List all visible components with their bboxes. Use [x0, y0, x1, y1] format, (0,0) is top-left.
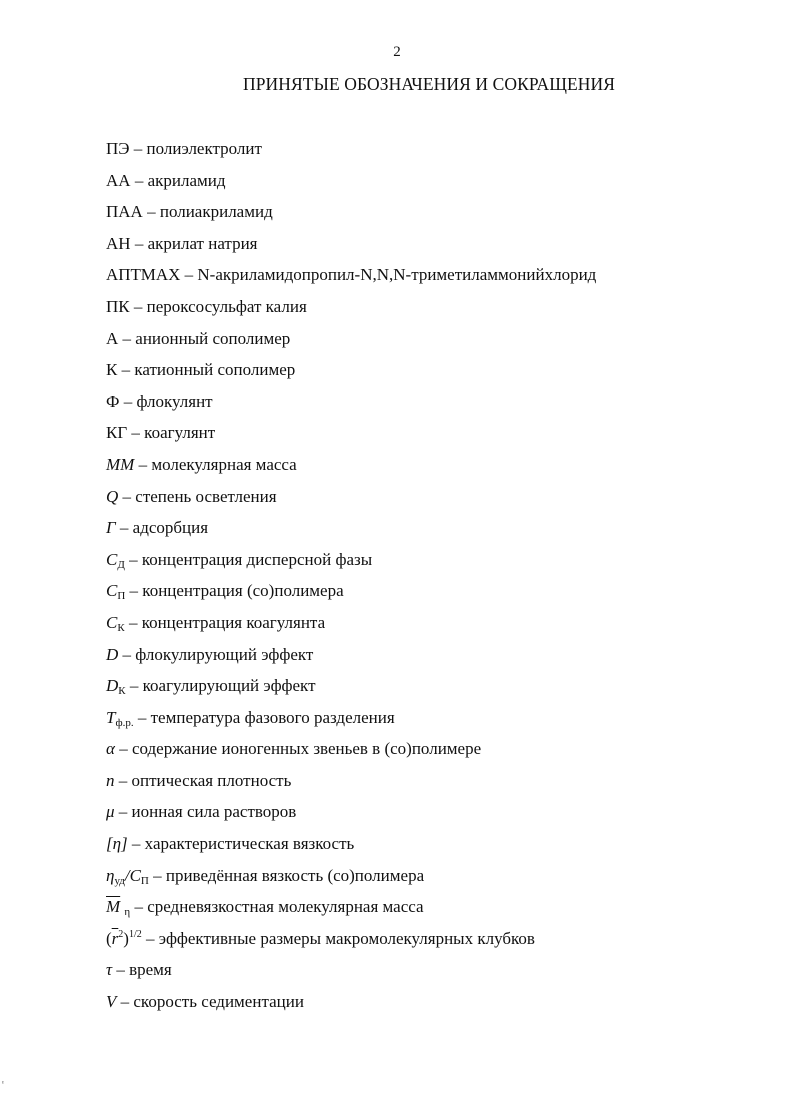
abbr-term [106, 866, 149, 885]
term-subscript: η [124, 906, 131, 919]
abbr-definition: – полиэлектролит [129, 139, 262, 158]
abbr-term: ММ [106, 454, 135, 474]
list-item [106, 138, 596, 170]
abbr-term: ПАА [106, 202, 143, 222]
abbr-definition: – характеристическая вязкость [127, 834, 355, 854]
term-superscript-inner: 2 [118, 928, 124, 940]
abbr-definition: – концентрация дисперсной фазы [124, 549, 373, 569]
list-item [106, 959, 596, 991]
term-subscript: Д [117, 558, 125, 571]
abbr-term [106, 929, 142, 948]
abbreviation-list [106, 138, 596, 1023]
list-item [106, 580, 596, 612]
list-item [106, 738, 596, 770]
abbr-term: D [106, 644, 119, 664]
term-superscript: 1/2 [128, 928, 142, 940]
abbr-term: Ф [106, 391, 120, 411]
list-item [106, 707, 596, 739]
list-item [106, 422, 596, 454]
term-symbol: С [106, 612, 118, 632]
abbr-term [106, 581, 126, 603]
list-item [106, 517, 596, 549]
term-symbol: $\overline{M}$ [106, 897, 121, 917]
abbr-term [106, 708, 134, 727]
list-item [106, 991, 596, 1023]
abbr-term: τ [106, 960, 113, 980]
list-item [106, 296, 596, 328]
abbr-term [106, 897, 131, 919]
list-item [106, 549, 596, 581]
term-subscript: К [118, 685, 126, 698]
abbr-definition: – коагулирующий эффект [125, 676, 316, 696]
term-symbol: η [106, 865, 115, 885]
list-item [106, 391, 596, 423]
abbr-term: n [106, 770, 115, 790]
abbr-term: А [106, 328, 119, 348]
abbr-definition: – коагулянт [127, 423, 216, 443]
page-title: ПРИНЯТЫЕ ОБОЗНАЧЕНИЯ И СОКРАЩЕНИЯ [242, 74, 616, 94]
abbr-definition: – оптическая плотность [114, 770, 292, 790]
abbr-definition: – анионный сополимер [118, 328, 291, 348]
abbr-definition: – акриламид [130, 170, 226, 190]
term-close-paren: ) [123, 928, 129, 948]
list-item [106, 170, 596, 202]
term-subscript: К [117, 621, 125, 634]
list-item [106, 644, 596, 676]
list-item [106, 359, 596, 391]
abbr-definition: – концентрация (со)полимера [125, 581, 344, 601]
abbr-definition: – температура фазового разделения [133, 707, 395, 727]
abbr-term [106, 676, 126, 698]
scan-artifact-mark: ᵋ [2, 1078, 5, 1088]
abbr-term: ПК [106, 296, 130, 316]
term-subscript-2: П [140, 874, 149, 887]
abbr-definition: – ионная сила растворов [114, 802, 297, 822]
abbr-term: К [106, 360, 118, 380]
term-open-paren: ( [106, 928, 112, 948]
abbr-term: АН [106, 233, 131, 253]
abbr-definition: – N-акриламидопропил-N,N,N-триметиламмонийхлорид [180, 265, 597, 285]
abbr-term: КГ [106, 423, 128, 443]
term-symbol: С [106, 581, 118, 601]
abbr-definition: – полиакриламид [142, 202, 273, 222]
abbr-definition: – степень осветления [118, 486, 277, 506]
list-item [106, 233, 596, 265]
abbr-term: [η] [106, 834, 128, 854]
term-symbol-2: /С [124, 865, 141, 885]
list-item [106, 486, 596, 518]
term-subscript: ф.р. [115, 716, 134, 729]
abbr-definition: – адсорбция [115, 518, 209, 538]
term-subscript: уд [114, 874, 125, 887]
term-symbol: D [106, 676, 119, 696]
abbr-term: μ [106, 802, 115, 822]
abbr-definition: – флокулирующий эффект [118, 644, 314, 664]
abbr-term: АА [106, 170, 131, 190]
abbr-term: Q [106, 486, 119, 506]
term-symbol: С [106, 549, 118, 569]
abbr-definition: – концентрация коагулянта [124, 612, 326, 632]
abbr-term: АПТМАХ [106, 265, 181, 285]
list-item [106, 675, 596, 707]
list-item [106, 454, 596, 486]
abbr-definition: – пероксосульфат калия [129, 296, 307, 316]
page-number: 2 [393, 44, 401, 60]
abbr-definition: – молекулярная масса [134, 454, 297, 474]
list-item [106, 801, 596, 833]
abbr-definition: – флокулянт [119, 391, 213, 411]
abbr-definition: – катионный сополимер [117, 360, 296, 380]
list-item [106, 896, 596, 928]
term-symbol: $\overline{r}$ [111, 928, 119, 948]
list-item [106, 612, 596, 644]
abbr-term [106, 613, 125, 632]
list-item [106, 201, 596, 233]
abbr-term [106, 550, 125, 569]
abbr-definition: – эффективные размеры макромолекулярных клубков [141, 928, 535, 948]
abbr-term: ПЭ [106, 139, 130, 158]
term-subscript: П [117, 590, 126, 603]
list-item [106, 328, 596, 360]
abbr-definition: – скорость седиментации [116, 992, 304, 1012]
term-symbol: T [106, 707, 116, 727]
abbr-term: Г [106, 518, 116, 538]
list-item [106, 865, 596, 897]
list-item [106, 928, 596, 960]
list-item [106, 833, 596, 865]
list-item [106, 770, 596, 802]
abbr-definition: – акрилат натрия [130, 233, 258, 253]
abbr-definition: – время [112, 960, 172, 980]
abbr-definition: – содержание ионогенных звеньев в (со)полимере [114, 739, 482, 759]
abbr-definition: – средневязкостная молекулярная масса [130, 897, 424, 917]
abbr-term: α [106, 739, 115, 759]
abbr-term: V [106, 992, 117, 1012]
abbr-definition: – приведённая вязкость (со)полимера [148, 865, 425, 885]
list-item [106, 264, 596, 296]
